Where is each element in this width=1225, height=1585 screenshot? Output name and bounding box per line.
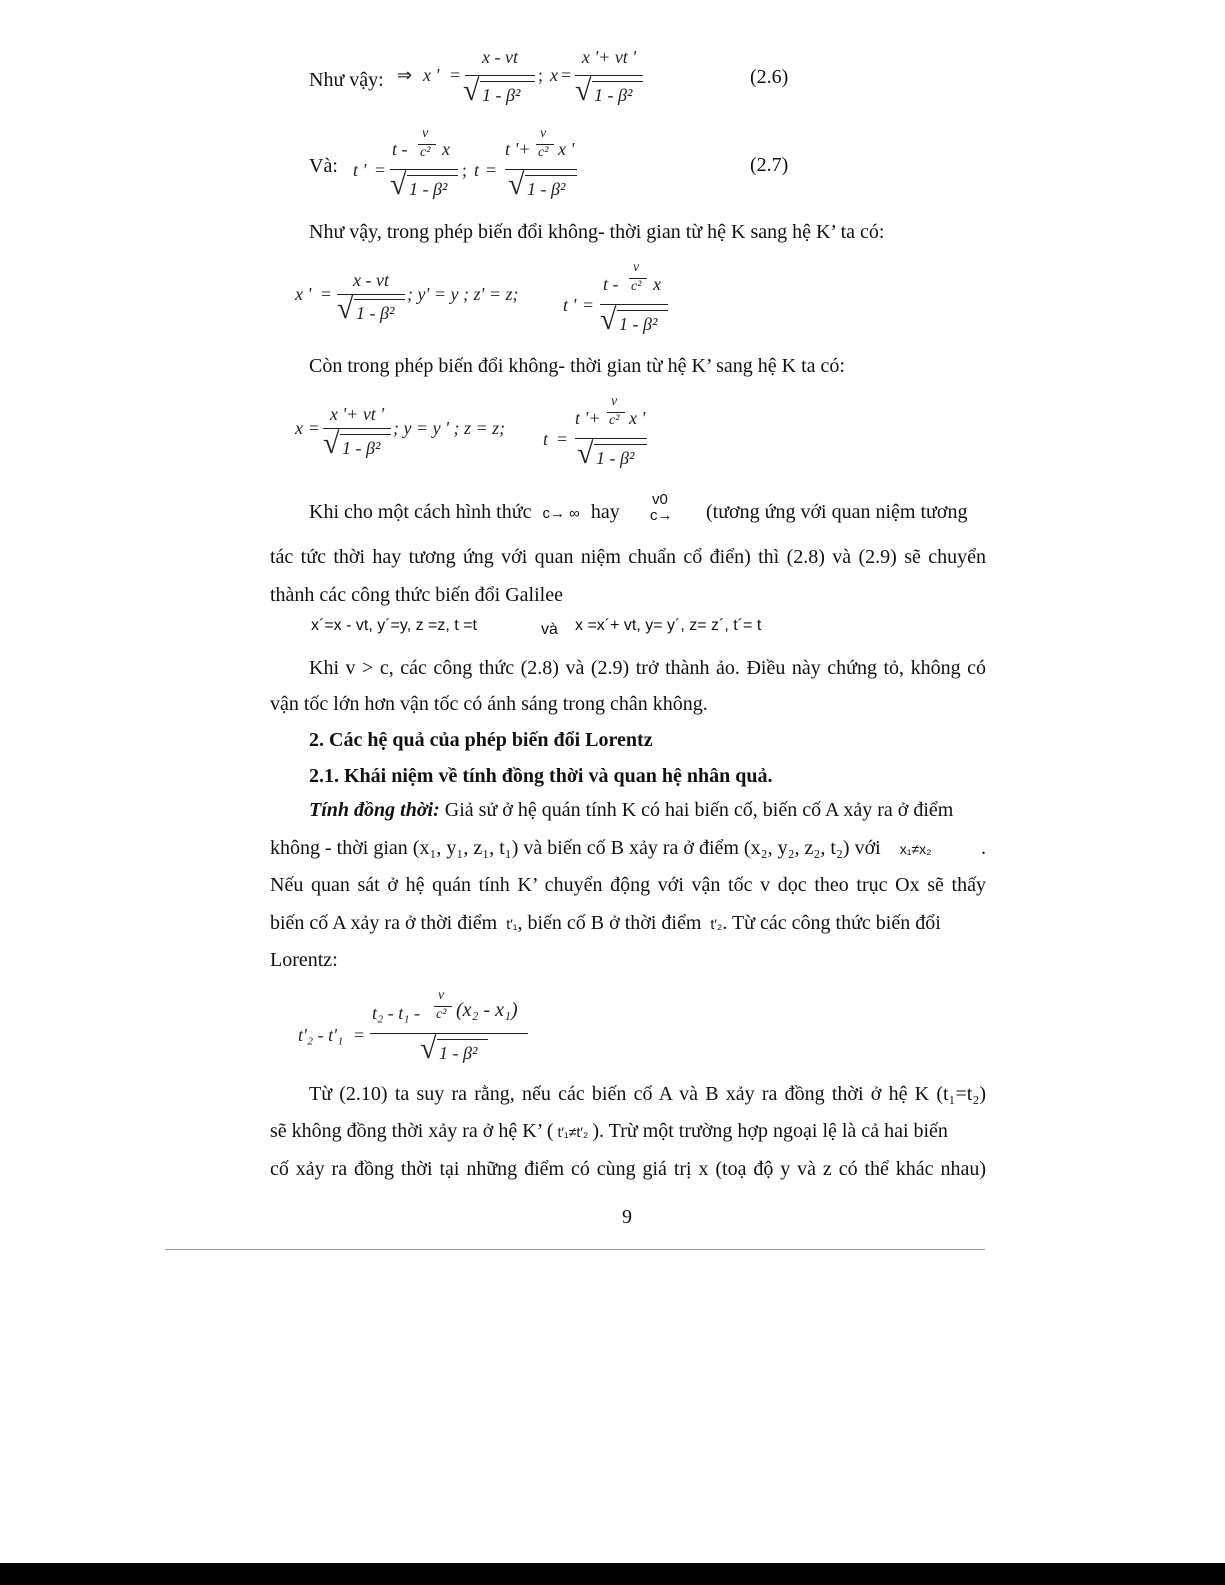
fraction-bar [370, 1033, 528, 1034]
paragraph-simultaneity-line2: không - thời gian (x₁, y₁, z₁, t₁) và biến cố B xảy ra ở điểm (x₂, y₂, z₂, t₂) với x₁≠x₂ . [270, 837, 986, 859]
sqrt-symbol: √ [420, 1032, 437, 1065]
numerator: x - vt [482, 47, 518, 67]
galilee-va: và [541, 621, 558, 638]
paragraph-simultaneity-line3: Nếu quan sát ở hệ quán tính K’ chuyển động với vận tốc v dọc theo trục Ox sẽ thấy [270, 874, 986, 896]
eq26-label: Như vậy: [309, 69, 384, 91]
denominator: 1 - β² [409, 179, 448, 199]
paragraph-simultaneity-line5: Lorentz: [270, 949, 338, 971]
numerator-t-prime: t '+ [505, 139, 531, 159]
equation-2-6 [395, 45, 655, 115]
limit-c-infinity: c→ ∞ [542, 505, 580, 522]
separator: ; [538, 65, 544, 85]
sqrt-bar [354, 299, 405, 300]
line2-text-b: ). Trừ một trường hợp ngoại lệ là cả hai biến [592, 1120, 948, 1142]
fraction-x [575, 47, 643, 68]
denominator: 1 - β² [594, 85, 633, 105]
inverse-lorentz-equations: x = x '+ vt ' √ 1 - β² ; y = y ' ; z = z; t = t '+ v c² x ' √ 1 - β² [295, 394, 646, 470]
denominator: 1 - β² [619, 314, 658, 334]
t1-prime: t′₁ [506, 916, 518, 932]
term-simultaneity: Tính đồng thời: [309, 799, 440, 821]
sqrt-symbol: √ [508, 168, 525, 201]
numerator [323, 404, 391, 425]
limit-text-a: Khi cho một cách hình thức [309, 501, 532, 523]
c-squared: c² [631, 279, 642, 294]
heading-consequences: 2. Các hệ quả của phép biến đổi Lorentz [309, 729, 653, 751]
v: v [438, 988, 445, 1003]
footer-rule [165, 1249, 985, 1250]
denominator: 1 - β² [527, 179, 566, 199]
sqrt-symbol: √ [390, 168, 407, 201]
v: v [633, 260, 640, 275]
line4-text-c: . Từ các công thức biến đổi [722, 912, 941, 934]
equation-2-7 [350, 125, 590, 205]
paragraph-limit-line1 [309, 491, 986, 530]
c-squared: c² [420, 145, 431, 160]
v: v [422, 126, 429, 141]
implies-arrow: ⇒ [397, 65, 413, 85]
c-squared: c² [609, 413, 620, 428]
x-prime: x ' [558, 139, 575, 159]
eq27-label: Và: [309, 155, 338, 177]
numerator-t: t - [603, 274, 619, 294]
x-prime: x ' [629, 408, 646, 428]
paragraph-limit-line3: thành các công thức biến đổi Galilee [270, 584, 563, 606]
fraction-x-prime [465, 47, 535, 68]
sqrt-bar [525, 175, 577, 176]
condition-x1-ne-x2: x₁≠x₂ [899, 841, 932, 857]
equation-number-2-6: (2.6) [750, 66, 789, 88]
paragraph-imaginary-line2: vận tốc lớn hơn vận tốc có ánh sáng trong chân không. [270, 693, 708, 715]
numerator-text: x - vt [353, 270, 389, 290]
equation-number-2-7: (2.7) [750, 154, 789, 176]
line4-text-b: , biến cố B ở thời điểm [517, 912, 702, 934]
heading-simultaneity: 2.1. Khái niệm về tính đồng thời và quan hệ nhân quả. [309, 765, 773, 787]
t-prime: t ' [353, 160, 367, 180]
denominator: 1 - β² [596, 448, 635, 468]
paragraph-imaginary-line1: Khi v > c, các công thức (2.8) và (2.9) trở thành ảo. Điều này chứng tỏ, không có [309, 657, 986, 679]
inequality-t1-t2: t′₁≠t′₂ [557, 1124, 589, 1140]
equals: = [354, 1025, 365, 1045]
denominator: 1 - β² [482, 85, 521, 105]
sqrt-bar [617, 310, 668, 311]
sqrt-bar [437, 1039, 488, 1040]
v: v [540, 126, 547, 141]
denominator: 1 - β² [342, 438, 381, 458]
sqrt-symbol: √ [577, 437, 594, 470]
sqrt-bar [592, 81, 643, 82]
t: t [543, 429, 549, 449]
paragraph-limit-line2: tác tức thời hay tương ứng với quan niệm chuẩn cổ điển) thì (2.8) và (2.9) sẽ chuyển [270, 546, 986, 568]
sqrt-symbol: √ [575, 74, 592, 107]
galilee-forward: x´=x - vt, y´=y, z =z, t =t [311, 617, 477, 634]
sqrt-bar [407, 175, 458, 176]
sqrt-symbol: √ [323, 427, 340, 460]
x-prime: x ' [295, 284, 312, 304]
paragraph-forward-intro: Như vậy, trong phép biến đổi không- thời gian từ hệ K sang hệ K’ ta có: [309, 221, 885, 243]
numerator [337, 270, 405, 291]
galilee-inverse: x =x´+ vt, y= y´, z= z´, t´= t [575, 617, 762, 634]
paragraph-inverse-intro: Còn trong phép biến đổi không- thời gian từ hệ K’ sang hệ K ta có: [309, 355, 845, 377]
scan-edge [0, 1563, 1225, 1585]
t-prime: t ' [563, 295, 577, 315]
c-squared: c² [538, 145, 549, 160]
x: x [442, 139, 450, 159]
sqrt-symbol: √ [337, 292, 354, 325]
middle-equations: ; y = y ' ; z = z; [393, 418, 506, 438]
line2-text: không - thời gian (x₁, y₁, z₁, t₁) và biến cố B xảy ra ở điểm (x₂, y₂, z₂, t₂) với [270, 837, 881, 859]
sqrt-bar [480, 81, 535, 82]
lhs-delta-t: t'₂ - t'₁ [298, 1025, 344, 1045]
denominator: 1 - β² [439, 1043, 478, 1063]
numerator-text: x '+ vt ' [329, 404, 385, 424]
limit-c-arrow: c→ [650, 507, 673, 524]
numerator-a: t₂ - t₁ - [372, 1003, 421, 1023]
middle-equations: ; y' = y ; z' = z; [407, 284, 519, 304]
page-number: 9 [622, 1206, 632, 1228]
paragraph-simultaneity-line4 [270, 911, 986, 936]
v: v [611, 394, 618, 409]
numerator: x '+ vt ' [581, 47, 637, 67]
x: x [653, 274, 661, 294]
equals: = [450, 65, 461, 85]
line2-text-a: sẽ không đồng thời xảy ra ở hệ K’ ( [270, 1120, 554, 1142]
numerator-b: (x₂ - x₁) [456, 999, 518, 1021]
sqrt-bar [594, 444, 647, 445]
sqrt-bar [340, 434, 391, 435]
limit-hay: hay [590, 501, 620, 523]
line4-text-a: biến cố A xảy ra ở thời điểm [270, 912, 498, 934]
equals: = [375, 160, 386, 180]
limit-v0: v0 [652, 491, 668, 508]
separator: ; [462, 160, 468, 180]
equals: = [486, 160, 497, 180]
numerator-t-prime: t '+ [575, 408, 601, 428]
paragraph-simultaneity-line1 [309, 798, 986, 822]
x: x [295, 418, 303, 438]
simultaneity-text: Giả sử ở hệ quán tính K có hai biến cố, biến cố A xảy ra ở điểm [444, 799, 954, 821]
equals: = [561, 65, 572, 85]
x-prime: x ' [423, 65, 440, 85]
paragraph-conclusion-line2 [270, 1119, 986, 1144]
forward-lorentz-equations: x ' = x - vt √ 1 - β² ; y' = y ; z' = z; t ' = t - v c² x √ 1 - β² [295, 258, 675, 338]
limit-text-b: (tương ứng với quan niệm tương [706, 501, 968, 523]
paragraph-conclusion-line3: cố xảy ra đồng thời tại những điểm có cùng giá trị x (toạ độ y và z có thể khác nhau) [270, 1158, 986, 1180]
sqrt-symbol: √ [600, 303, 617, 336]
paragraph-conclusion-line1: Từ (2.10) ta suy ra rằng, nếu các biến cố A và B xảy ra đồng thời ở hệ K (t₁=t₂) [309, 1083, 986, 1105]
sqrt-symbol: √ [463, 74, 480, 107]
c-squared: c² [436, 1007, 447, 1022]
numerator-t: t - [392, 139, 408, 159]
t2-prime: t′₂ [710, 916, 723, 932]
delta-t-equation [298, 985, 538, 1069]
denominator: 1 - β² [356, 303, 395, 323]
t: t [474, 160, 480, 180]
x: x [550, 65, 558, 85]
